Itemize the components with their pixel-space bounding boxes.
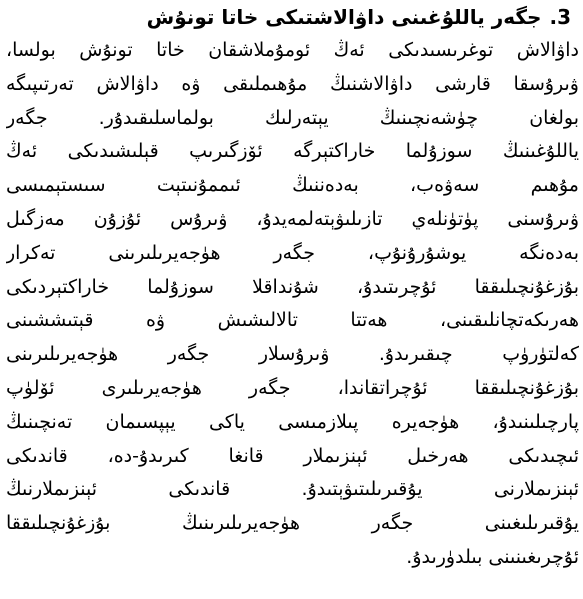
text-line: بۇزغۇنچىلىققا ئۇچراتقاندا، جگەر ھۈجەيرىلىرى ئۆلۈپ: [6, 376, 579, 399]
text-line: ئېنزىملارنى يۇقىرىلىتىۋېتىدۇ. قاندىكى ئېنزىملارنىڭ: [6, 478, 579, 501]
text-line: مۇھىم سەۋەب، بەدەننىڭ ئىممۇنىتېت سىستېمىسى: [6, 174, 579, 197]
text-line: بەدەنگە يوشۇرۇنۇپ، جگەر ھۈجەيرىلىرىنى تەكرار: [6, 241, 579, 264]
text-line: ياللۇغىنىڭ سوزۇلما خاراكتېرگە ئۆزگىرىپ قېلىشىدىكى ئەڭ: [6, 140, 579, 163]
text-line: يۇقىرىلىغىنى جگەر ھۈجەيرىلىرىنىڭ بۇزغۇنچىلىققا: [6, 512, 579, 535]
text-line: بولغان چۈشەنچىنىڭ يېتەرلىك بولماسلىقىدۇر. جگەر: [6, 106, 579, 129]
body-paragraph: [6, 34, 579, 575]
text-line: داۋالاش توغرىسىدىكى ئەڭ ئومۇملاشقان خاتا تونۇش بولسا،: [6, 39, 579, 61]
text-line: كەلتۈرۈپ چىقىرىدۇ. ۋىرۇسلار جگەر ھۈجەيرىلىرىنى: [6, 343, 579, 366]
text-line: ھەرىكەتچانلىقىنى، ھەتتا تالالىشىش ۋە قېتىششىنى: [6, 309, 579, 332]
text-line: ۋىرۇسقا قارشى داۋالاشنىڭ مۇھىملىقى ۋە داۋالاش تەرتىپىگە: [6, 72, 579, 95]
text-line: بۇزغۇنچىلىققا ئۇچرىتىدۇ، شۇنداقلا سوزۇلما خاراكتېردىكى: [6, 275, 579, 298]
text-line: ئۇچرىغىنىنى بىلدۈرىدۇ.: [406, 545, 579, 568]
text-line: پارچىلىنىدۇ، ھۈجەيرە پىلازمىسى ياكى يېپسىمان تەنچىنىڭ: [6, 410, 579, 433]
text-line: ئىچىدىكى ھەرخىل ئېنزىملار قانغا كىرىدۇ-دە، قاندىكى: [6, 444, 579, 467]
section-title: جگەر ياللۇغىنى داۋالاشتىكى خاتا تونۇش: [146, 5, 542, 29]
section-heading: [6, 0, 579, 34]
text-line: ۋىرۇسنى پۈتۈنلەي تازىلىۋېتەلمەيدۇ، ۋىرۇس ئۇزۇن مەزگىل: [6, 207, 579, 230]
section-number: 3.: [549, 5, 571, 29]
